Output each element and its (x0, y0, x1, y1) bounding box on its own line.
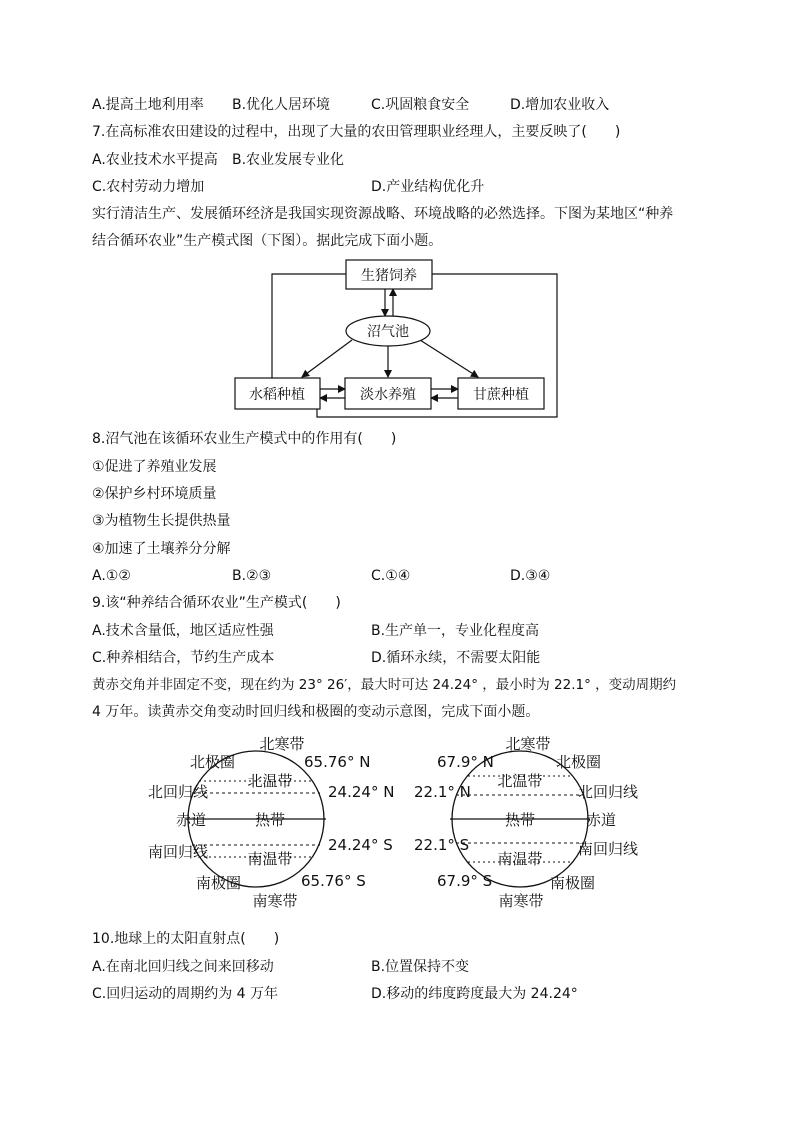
left-tropical-label: 热带 (254, 811, 286, 829)
q10-stem: 10.地球上的太阳直射点( ) (92, 931, 280, 947)
right-tropical-label: 热带 (504, 811, 536, 829)
q6-option-b: B.优化人居环境 (232, 97, 331, 113)
q8-option-d: D.③④ (510, 568, 551, 584)
right-tropic-capricorn-label: 南回归线 (578, 840, 639, 858)
intro1-line1: 实行清洁生产、发展循环经济是我国实现资源战略、环境战略的必然选择。下图为某地区“种养 (92, 206, 674, 222)
right-equator-label: 赤道 (586, 811, 617, 829)
q6-option-c: C.巩固粮食安全 (371, 97, 470, 113)
q8-option-b: B.②③ (232, 568, 272, 584)
q8-stem: 8.沼气池在该循环农业生产模式中的作用有( ) (92, 431, 397, 447)
q10-option-b: B.位置保持不变 (371, 959, 470, 975)
q10-option-c: C.回归运动的周期约为 4 万年 (92, 986, 279, 1002)
left-globe (148, 735, 394, 910)
left-north-frigid-label: 北寒带 (259, 735, 305, 753)
left-south-temperate-label: 南温带 (247, 850, 293, 868)
right-south-frigid-label: 南寒带 (498, 892, 544, 910)
left-cancer-lat-label: 24.24° N (328, 783, 395, 801)
intro1-line2: 结合循环农业”生产模式图（下图）。据此完成下面小题。 (92, 233, 443, 249)
right-tropic-cancer-label: 北回归线 (578, 783, 639, 801)
q6-option-d: D.增加农业收入 (510, 97, 610, 113)
q9-option-a: A.技术含量低，地区适应性强 (92, 623, 274, 639)
pig-farming-label: 生猪饲养 (361, 268, 417, 284)
q7-option-d: D.产业结构优化升 (371, 179, 485, 195)
q9-option-c: C.种养相结合，节约生产成本 (92, 650, 275, 666)
right-cancer-lat-label: 22.1° N (414, 783, 471, 801)
rice-planting-label: 水稻种植 (249, 387, 305, 403)
q9-stem: 9.该“种养结合循环农业”生产模式( ) (92, 595, 341, 611)
left-antarctic-lat-label: 65.76° S (301, 872, 366, 890)
q9-option-d: D.循环永续，不需要太阳能 (371, 650, 541, 666)
q8-statement-1: ①促进了养殖业发展 (92, 459, 217, 475)
q10-option-d: D.移动的纬度跨度最大为 24.24° (371, 986, 578, 1002)
left-arctic-lat-label: 65.76° N (304, 753, 371, 771)
q7-stem: 7.在高标准农田建设的过程中，出现了大量的农田管理职业经理人，主要反映了( ) (92, 124, 621, 140)
freshwater-aquaculture-label: 淡水养殖 (360, 387, 416, 403)
q8-option-c: C.①④ (371, 568, 411, 584)
q8-statement-3: ③为植物生长提供热量 (92, 513, 231, 529)
left-north-temperate-label: 北温带 (247, 772, 293, 790)
left-capricorn-lat-label: 24.24° S (328, 836, 393, 854)
intro2-line1: 黄赤交角并非固定不变，现在约为 23° 26′，最大时可达 24.24° ，最小时为 22.1° ，变动周期约 (92, 677, 677, 693)
right-antarctic-circle-label: 南极圈 (550, 874, 596, 892)
right-north-temperate-label: 北温带 (497, 772, 543, 790)
q7-option-c: C.农村劳动力增加 (92, 179, 205, 195)
q8-statement-4: ④加速了土壤养分分解 (92, 541, 231, 557)
q8-statement-2: ②保护乡村环境质量 (92, 486, 217, 502)
sugarcane-planting-label: 甘蔗种植 (473, 387, 529, 403)
q7-option-a: A.农业技术水平提高 (92, 152, 218, 168)
right-south-temperate-label: 南温带 (497, 850, 543, 868)
biogas-pool-label: 沼气池 (367, 324, 409, 340)
q10-option-a: A.在南北回归线之间来回移动 (92, 959, 274, 975)
left-arctic-circle-label: 北极圈 (190, 753, 236, 771)
left-equator-label: 赤道 (176, 811, 207, 829)
q6-option-a: A.提高土地利用率 (92, 97, 204, 113)
q9-option-b: B.生产单一，专业化程度高 (371, 623, 540, 639)
right-antarctic-lat-label: 67.9° S (437, 872, 493, 890)
intro2-line2: 4 万年。读黄赤交角变动时回归线和极圈的变动示意图，完成下面小题。 (92, 704, 540, 720)
left-antarctic-circle-label: 南极圈 (196, 874, 242, 892)
q7-option-b: B.农业发展专业化 (232, 152, 345, 168)
left-tropic-capricorn-label: 南回归线 (148, 843, 209, 861)
q8-option-a: A.①② (92, 568, 131, 584)
right-capricorn-lat-label: 22.1° S (414, 836, 470, 854)
right-arctic-circle-label: 北极圈 (556, 753, 602, 771)
left-south-frigid-label: 南寒带 (252, 892, 298, 910)
right-north-frigid-label: 北寒带 (505, 735, 551, 753)
left-tropic-cancer-label: 北回归线 (148, 783, 209, 801)
right-arctic-lat-label: 67.9° N (437, 753, 494, 771)
right-globe (414, 735, 638, 910)
